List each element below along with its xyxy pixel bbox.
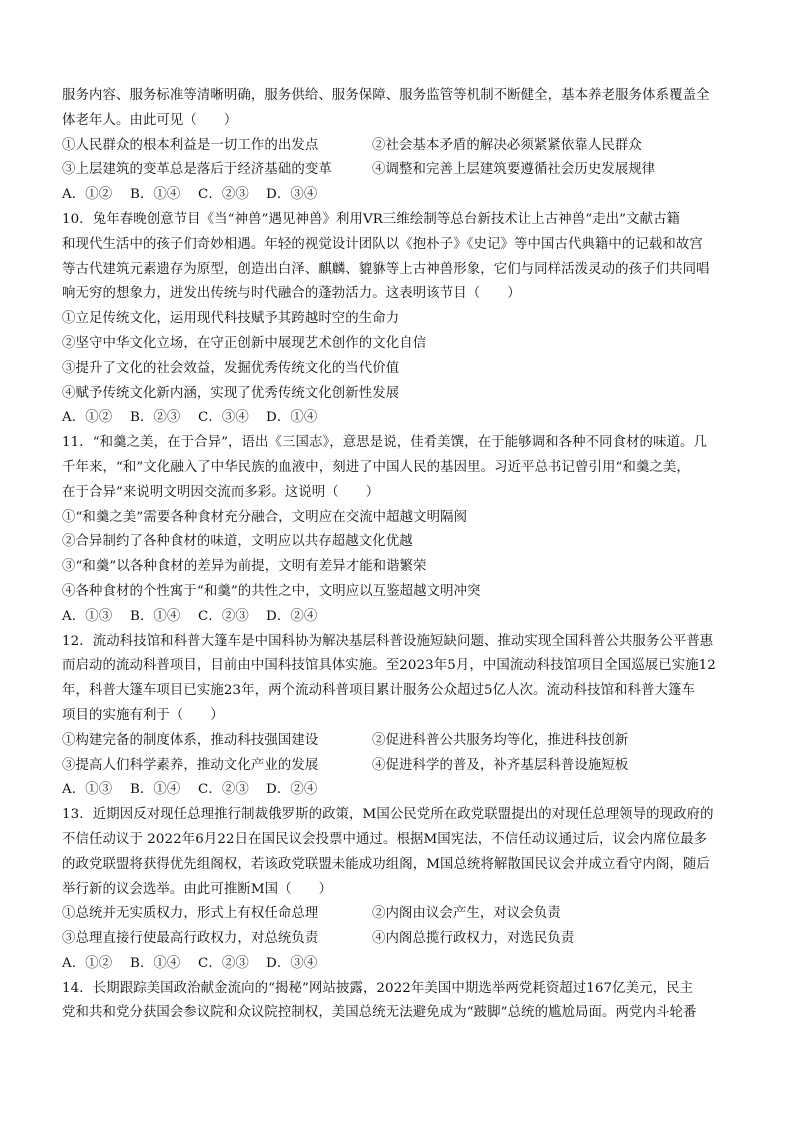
question-12-option-1: ①构建完备的制度体系，推动科技强国建设 <box>62 732 319 748</box>
question-9-options-row <box>62 134 730 159</box>
question-11-option-3: ③“和羹”以各种食材的差异为前提，文明有差异才能和谐繁荣 <box>62 559 427 575</box>
question-10-option-4: ④赋予传统文化新内涵，实现了优秀传统文化创新性发展 <box>62 385 400 401</box>
answer-choice-a[interactable]: A．①③ <box>62 608 113 624</box>
question-11-stem-line: 11．“和羹之美，在于合异”，语出《三国志》，意思是说，佳肴美馔，在于能够调和各种不同食材的味道。几 <box>62 435 707 451</box>
question-12-option-4: ④促进科学的普及，补齐基层科普设施短板 <box>372 757 629 773</box>
question-12-option-3: ③提高人们科学素养，推动文化产业的发展 <box>62 757 319 773</box>
question-14 <box>62 977 730 1027</box>
question-9-option-1: ①人民群众的根本利益是一切工作的出发点 <box>62 137 319 153</box>
question-11-stem-line: 千年来，“和”文化融入了中华民族的血液中，刻进了中国人民的基因里。习近平总书记曾引用“和羹之美， <box>62 459 690 475</box>
answer-choice-a[interactable]: A．①③ <box>62 782 113 798</box>
question-13-options-row <box>62 927 730 952</box>
question-10-option-1: ①立足传统文化，运用现代科技赋予其跨越时空的生命力 <box>62 311 400 327</box>
question-12-stem-line: 12．流动科技馆和科普大篷车是中国科协为解决基层科普设施短缺问题、推动实现全国科普公共服务公平普惠 <box>62 633 714 649</box>
answer-choice-b[interactable]: B．②③ <box>130 410 181 426</box>
question-13-option-3: ③总理直接行使最高行政权力，对总统负责 <box>62 931 319 947</box>
question-9 <box>62 84 730 208</box>
question-9-option-4: ④调整和完善上层建筑要遵循社会历史发展规律 <box>372 162 656 178</box>
question-13-options-row <box>62 902 730 927</box>
question-12-option-2: ②促进科普公共服务均等化，推进科技创新 <box>372 732 629 748</box>
question-9-option-3: ③上层建筑的变革总是落后于经济基础的变革 <box>62 162 332 178</box>
question-12-stem-line: 而启动的流动科普项目，目前由中国科技馆具体实施。至2023年5月，中国流动科技馆项目全国巡展已实施12 <box>62 658 716 674</box>
answer-choice-a[interactable]: A．①② <box>62 955 113 971</box>
question-14-stem-line: 党和共和党分获国会参议院和众议院控制权，美国总统无法避免成为“跛脚”总统的尴尬局面。两党内斗轮番 <box>62 1005 697 1021</box>
question-12-options-row <box>62 754 730 779</box>
answer-choice-b[interactable]: B．①④ <box>130 187 181 203</box>
answer-choice-d[interactable]: D．③④ <box>266 187 318 203</box>
question-9-answer-choices <box>62 183 730 208</box>
question-11-option-1: ①“和羹之美”需要各种食材充分融合，文明应在交流中超越文明隔阂 <box>62 509 468 525</box>
question-12-stem-line: 项目的实施有利于（ ） <box>62 707 224 723</box>
question-13-stem-line: 13．近期因反对现任总理推行制裁俄罗斯的政策，M国公民党所在政党联盟提出的对现任总理领导的现政府的 <box>62 807 714 823</box>
question-12-answer-choices <box>62 778 730 803</box>
question-9-options-row <box>62 158 730 183</box>
question-10-stem-line: 和现代生活中的孩子们奇妙相遇。年轻的视觉设计团队以《抱朴子》《史记》等中国古代典籍中的记载和故宫 <box>62 236 703 252</box>
answer-choice-d[interactable]: D．②④ <box>266 608 318 624</box>
answer-choice-c[interactable]: C．②③ <box>198 608 249 624</box>
question-10-option-2: ②坚守中华文化立场，在守正创新中展现艺术创作的文化自信 <box>62 335 427 351</box>
answer-choice-d[interactable]: D．①④ <box>266 410 318 426</box>
question-13-stem-line: 举行新的议会选举。由此可推断M国（ ） <box>62 881 333 897</box>
question-13-stem-line: 不信任动议于 2022年6月22日在国民议会投票中通过。根据M国宪法，不信任动议通过后，议会内席位最多 <box>62 831 708 847</box>
question-9-stem-line: 体老年人。由此可见（ ） <box>62 112 238 128</box>
question-9-option-2: ②社会基本矛盾的解决必须紧紧依靠人民群众 <box>372 137 642 153</box>
question-13-option-1: ①总统并无实质权力，形式上有权任命总理 <box>62 906 319 922</box>
question-10-stem-line: 响无穷的想象力，迸发出传统与时代融合的蓬勃活力。这表明该节目（ ） <box>62 286 521 302</box>
question-14-stem-line: 14．长期跟踪美国政治献金流向的“揭秘”网站披露，2022年美国中期选举两党耗资超过167亿美元，民主 <box>62 980 694 996</box>
question-10-stem-line: 等古代建筑元素遗存为原型，创造出白泽、麒麟、貔貅等上古神兽形象，它们与同样活泼灵动的孩子们共同唱 <box>62 261 710 277</box>
answer-choice-c[interactable]: C．②③ <box>198 955 249 971</box>
question-10-answer-choices <box>62 406 730 431</box>
answer-choice-d[interactable]: D．③④ <box>266 955 318 971</box>
question-11-option-2: ②合异制约了各种食材的味道，文明应以共存超越文化优越 <box>62 534 413 550</box>
answer-choice-c[interactable]: C．③④ <box>198 410 249 426</box>
answer-choice-a[interactable]: A．①② <box>62 187 113 203</box>
question-11-option-4: ④各种食材的个性寓于“和羹”的共性之中，文明应以互鉴超越文明冲突 <box>62 583 481 599</box>
question-13-option-2: ②内阁由议会产生，对议会负责 <box>372 906 561 922</box>
question-13-stem-line: 的政党联盟将获得优先组阁权，若该政党联盟未能成功组阁，M国总统将解散国民议会并成立看守内阁，随后 <box>62 856 710 872</box>
question-11 <box>62 431 730 629</box>
answer-choice-c[interactable]: C．②③ <box>198 782 249 798</box>
answer-choice-b[interactable]: B．①④ <box>130 782 181 798</box>
exam-page <box>62 84 730 1026</box>
question-10-option-3: ③提升了文化的社会效益，发掘优秀传统文化的当代价值 <box>62 360 400 376</box>
question-13-answer-choices <box>62 952 730 977</box>
question-12 <box>62 630 730 804</box>
answer-choice-c[interactable]: C．②③ <box>198 187 249 203</box>
question-11-answer-choices <box>62 605 730 630</box>
question-10 <box>62 208 730 431</box>
question-12-options-row <box>62 729 730 754</box>
question-12-stem-line: 年，科普大篷车项目已实施23年，两个流动科普项目累计服务公众超过5亿人次。流动科技馆和科普大篷车 <box>62 683 695 699</box>
answer-choice-a[interactable]: A．①② <box>62 410 113 426</box>
question-11-stem-line: 在于合异”来说明文明因交流而多彩。这说明（ ） <box>62 484 380 500</box>
answer-choice-b[interactable]: B．①④ <box>130 608 181 624</box>
question-10-stem-line: 10．兔年春晚创意节目《当“神兽”遇见神兽》利用VR三维绘制等总台新技术让上古神兽“走出”文献古籍 <box>62 211 681 227</box>
question-13 <box>62 803 730 977</box>
answer-choice-b[interactable]: B．①④ <box>130 955 181 971</box>
question-9-stem-line: 服务内容、服务标准等清晰明确，服务供给、服务保障、服务监管等机制不断健全，基本养老服务体系覆盖全 <box>62 88 710 103</box>
answer-choice-d[interactable]: D．②④ <box>266 782 318 798</box>
question-13-option-4: ④内阁总揽行政权力，对选民负责 <box>372 931 575 947</box>
